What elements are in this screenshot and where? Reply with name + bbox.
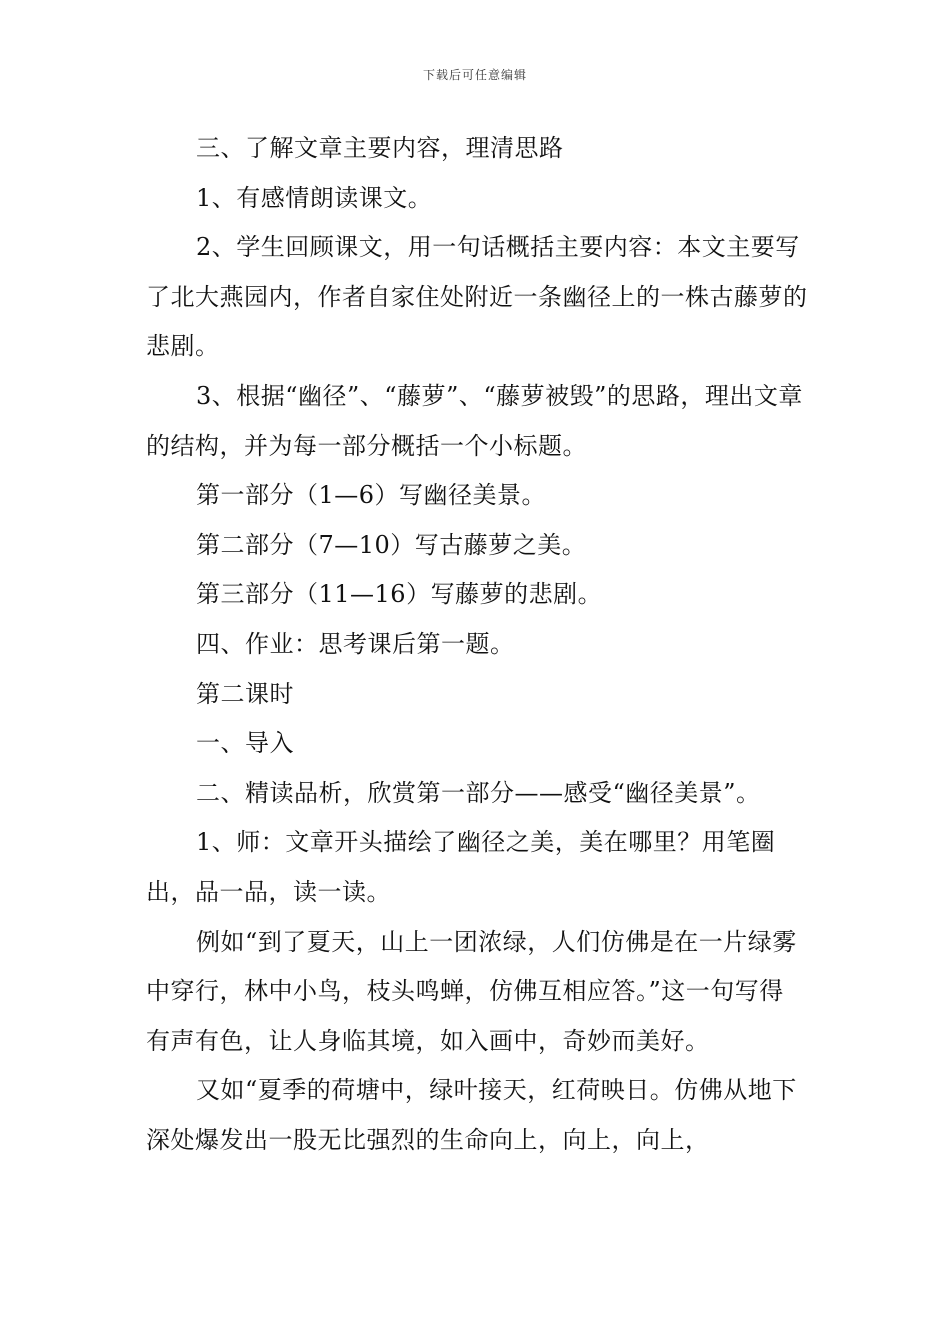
paragraph-example-1: 例如“到了夏天，山上一团浓绿，人们仿佛是在一片绿雾中穿行，林中小鸟，枝头鸣蝉，仿佛互相应答。”这一句写得有声有色，让人身临其境，如入画中，奇妙而美好。 bbox=[146, 927, 797, 1055]
page-header-note: 下载后可任意编辑 bbox=[422, 68, 527, 82]
heading-close-reading: 二、精读品析，欣赏第一部分——感受“幽径美景”。 bbox=[196, 778, 761, 807]
paragraph-example-2: 又如“夏季的荷塘中，绿叶接天，红荷映日。仿佛从地下深处爆发出一股无比强烈的生命向上，向上，向上， bbox=[146, 1076, 797, 1154]
document-body bbox=[146, 124, 808, 1165]
heading-intro: 一、导入 bbox=[196, 729, 294, 758]
heading-homework: 四、作业：思考课后第一题。 bbox=[196, 629, 515, 658]
paragraph-part-2: 第二部分（7—10）写古藤萝之美。 bbox=[196, 530, 587, 559]
heading-section-3: 三、了解文章主要内容，理清思路 bbox=[196, 134, 564, 162]
paragraph-step-3: 3、根据“幽径”、“藤萝”、“藤萝被毁”的思路，理出文章的结构，并为每一部分概括一个小标题。 bbox=[146, 381, 803, 460]
paragraph-step-2: 2、学生回顾课文，用一句话概括主要内容：本文主要写了北大燕园内，作者自家住处附近一条幽径上的一株古藤萝的悲剧。 bbox=[146, 233, 808, 361]
paragraph-step-1: 1、有感情朗读课文。 bbox=[196, 183, 433, 212]
paragraph-teacher-prompt: 1、师：文章开头描绘了幽径之美，美在哪里？用笔圈出，品一品，读一读。 bbox=[146, 828, 776, 906]
heading-second-lesson: 第二课时 bbox=[196, 679, 294, 708]
paragraph-part-3: 第三部分（11—16）写藤萝的悲剧。 bbox=[196, 580, 603, 609]
paragraph-part-1: 第一部分（1—6）写幽径美景。 bbox=[196, 481, 547, 510]
